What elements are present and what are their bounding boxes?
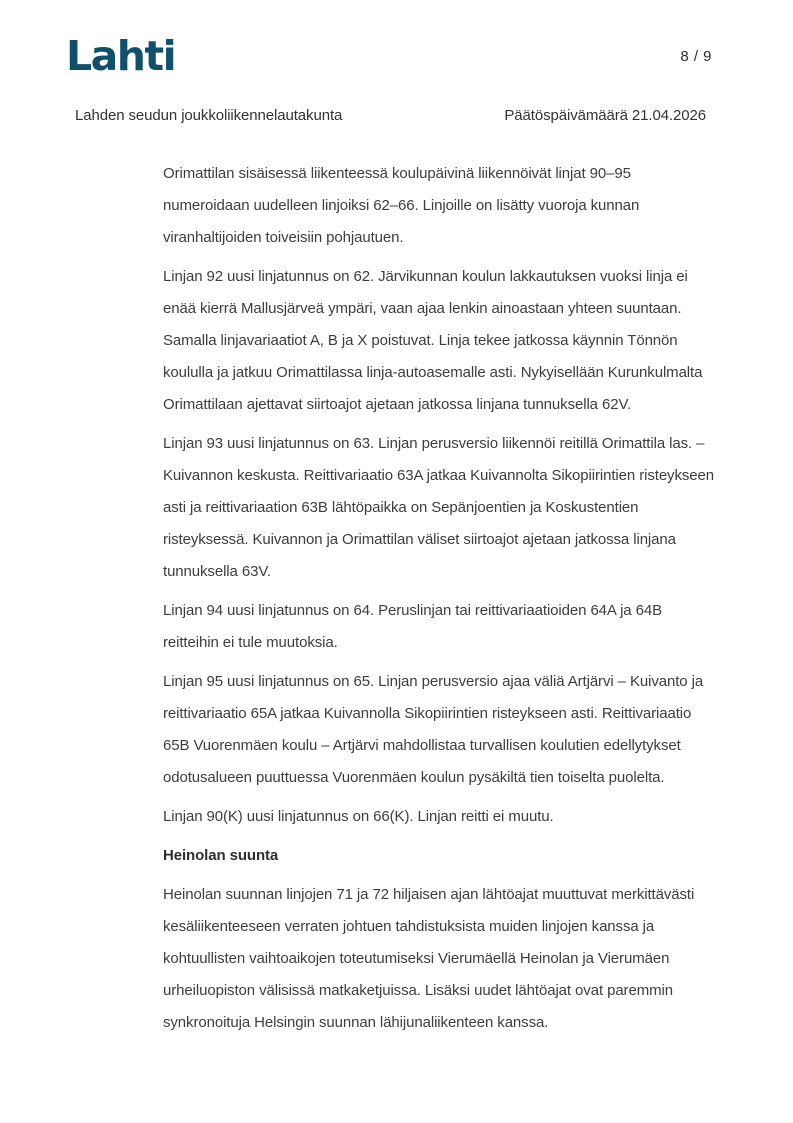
lahti-logo: Lahti [66, 32, 176, 80]
paragraph-line-95: Linjan 95 uusi linjatunnus on 65. Linjan perusversio ajaa väliä Artjärvi – Kuivanto ja reittivariaatio 65A jatkaa Kuivannolla Sikopiirintien risteykseen asti. Reittivariaatio 65B Vuorenmäen koulu – Artjärvi mahdollistaa turvallisen koulutien edellytykset odotusalueen puuttuessa Vuorenmäen koulun pysäkiltä tien toiselta puolelta. [163, 673, 704, 786]
header-decision-date: Päätöspäivämäärä 21.04.2026 [504, 107, 706, 124]
header-committee-name: Lahden seudun joukkoliikennelautakunta [75, 107, 343, 124]
paragraph-line-90k: Linjan 90(K) uusi linjatunnus on 66(K). Linjan reitti ei muutu. [163, 808, 554, 825]
paragraph-orimattila-renumbering: Orimattilan sisäisessä liikenteessä koulupäivinä liikennöivät linjat 90–95 numeroidaan uudelleen linjoiksi 62–66. Linjoille on lisätty vuoroja kunnan viranhaltijoiden toiveisiin pohjautuen. [163, 165, 640, 246]
paragraph-line-92: Linjan 92 uusi linjatunnus on 62. Järvikunnan koulun lakkautuksen vuoksi linja ei enää kierrä Mallusjärveä ympäri, vaan ajaa lenkin ainoastaan yhteen suuntaan. Samalla linjavariaatiot A, B ja X poistuvat. Linja tekee jatkossa käynnin Tönnön koululla ja jatkuu Orimattilassa linja-autoasemalle asti. Nykyisellään Kurunkulmalta Orimattilaan ajettavat siirtoajot ajetaan jatkossa linjana tunnuksella 62V. [163, 268, 703, 413]
paragraph-line-94: Linjan 94 uusi linjatunnus on 64. Peruslinjan tai reittivariaatioiden 64A ja 64B reitteihin ei tule muutoksia. [163, 602, 663, 651]
paragraph-line-93: Linjan 93 uusi linjatunnus on 63. Linjan perusversio liikennöi reitillä Orimattila las. – Kuivannon keskusta. Reittivariaatio 63A jatkaa Kuivannolta Sikopiirintien risteykseen asti ja reittivariaation 63B lähtöpaikka on Sepänjoentien ja Koskustentien risteyksessä. Kuivannon ja Orimattilan väliset siirtoajot ajetaan jatkossa linjana tunnuksella 63V. [163, 435, 714, 580]
section-heading-heinolan-suunta: Heinolan suunta [163, 847, 279, 864]
page-number: 8 / 9 [680, 48, 712, 65]
document-header [75, 107, 706, 124]
document-body [163, 158, 715, 1046]
paragraph-heinola-lines-71-72: Heinolan suunnan linjojen 71 ja 72 hiljaisen ajan lähtöajat muuttuvat merkittävästi kesäliikenteeseen verraten johtuen tahdistuksista muiden linjojen kanssa ja kohtuullisten vaihtoaikojen toteutumiseksi Vierumäellä Heinolan ja Vierumäen urheiluopiston välisissä matkaketjuissa. Lisäksi uudet lähtöajat ovat paremmin synkronoituja Helsingin suunnan lähijunaliikenteen kanssa. [163, 886, 695, 1031]
